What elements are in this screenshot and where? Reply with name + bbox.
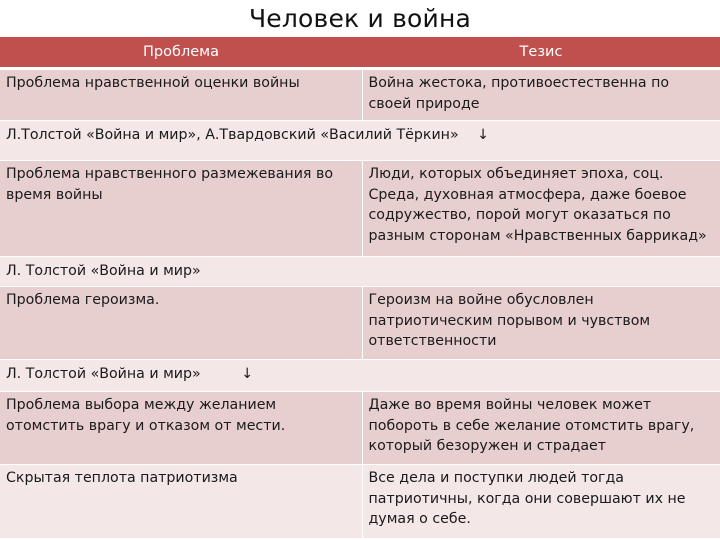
down-arrow-icon: ↓	[241, 366, 254, 382]
thesis-cell: Все дела и поступки людей тогда патриотичны, когда они совершают их не думая о себе.	[362, 465, 720, 538]
table-row	[0, 465, 720, 538]
problem-cell: Скрытая теплота патриотизма	[0, 465, 362, 538]
problem-cell: Проблема нравственного размежевания во время войны	[0, 161, 362, 257]
down-arrow-icon: ↓	[477, 127, 490, 143]
source-row	[0, 257, 720, 287]
source-row	[0, 360, 720, 392]
thesis-cell: Героизм на войне обусловлен патриотическим порывом и чувством ответственности	[362, 287, 720, 360]
source-text: Л.Толстой «Война и мир», А.Твардовский «Василий Тёркин»	[6, 127, 459, 143]
problem-cell: Проблема героизма.	[0, 287, 362, 360]
problems-table	[0, 37, 720, 538]
source-cell	[0, 257, 720, 287]
source-text: Л. Толстой «Война и мир»	[6, 366, 201, 382]
source-cell	[0, 360, 720, 392]
source-text: Л. Толстой «Война и мир»	[6, 263, 201, 279]
table-row	[0, 161, 720, 257]
source-row	[0, 121, 720, 161]
thesis-cell: Люди, которых объединяет эпоха, соц. Среда, духовная атмосфера, даже боевое содружество, порой могут оказаться по разным сторонам «Нравственных баррикад»	[362, 161, 720, 257]
table-row	[0, 287, 720, 360]
source-cell	[0, 121, 720, 161]
table-row	[0, 69, 720, 121]
header-thesis: Тезис	[362, 37, 720, 69]
thesis-cell: Даже во время войны человек может побороть в себе желание отомстить врагу, который безоружен и страдает	[362, 392, 720, 465]
page-title: Человек и война	[248, 4, 472, 33]
header-problem: Проблема	[0, 37, 362, 69]
problem-cell: Проблема выбора между желанием отомстить врагу и отказом от мести.	[0, 392, 362, 465]
thesis-cell: Война жестока, противоестественна по своей природе	[362, 69, 720, 121]
problem-cell: Проблема нравственной оценки войны	[0, 69, 362, 121]
table-row	[0, 392, 720, 465]
table-header-row	[0, 37, 720, 69]
